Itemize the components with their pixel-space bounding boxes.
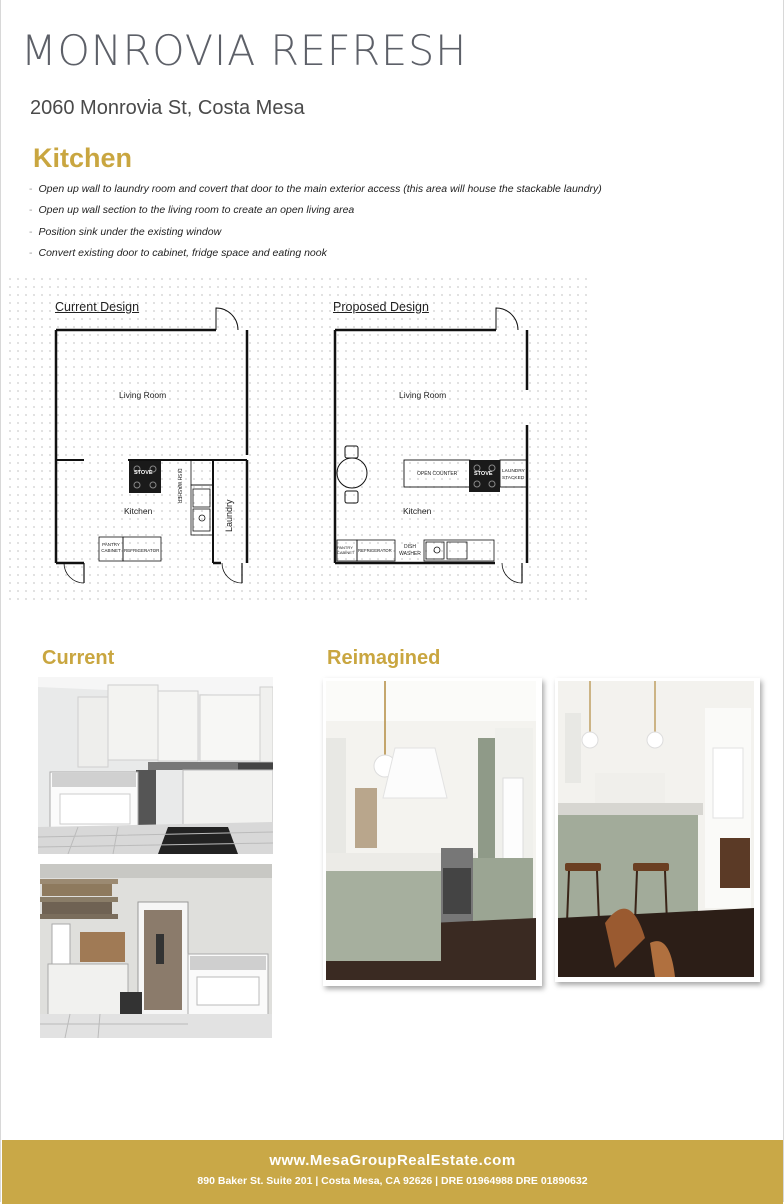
kitchen-bullet-list (29, 182, 602, 267)
bullet-text: Open up wall section to the living room to create an open living area (38, 204, 355, 217)
property-address: 2060 Monrovia St, Costa Mesa (30, 97, 305, 119)
list-item (29, 203, 602, 224)
proposed-open-counter-label: OPEN COUNTER (417, 471, 458, 477)
current-dishwasher-label: DISH WASHER (176, 468, 182, 504)
list-item (29, 246, 602, 267)
current-pantry-label: PANTRY CABINET (101, 542, 121, 553)
footer-address: 890 Baker St. Suite 201 | Costa Mesa, CA 92626 | DRE 01964988 DRE 01890632 (197, 1175, 588, 1187)
bullet-dash: - (29, 225, 33, 238)
current-floorplan (56, 308, 247, 583)
bullet-dash: - (29, 246, 33, 259)
proposed-pantry-label: PANTRY CABINET (337, 545, 355, 555)
floorplan-panel (6, 275, 592, 605)
bullet-text: Open up wall to laundry room and covert that door to the main exterior access (this area will house the stackable laundry) (38, 183, 602, 195)
bullet-dash: - (29, 204, 33, 217)
bullet-dash: - (29, 183, 33, 195)
current-refrigerator-label: REFRIGERATOR (124, 548, 160, 553)
current-kitchen-photo-1 (38, 677, 273, 854)
proposed-floorplan (335, 308, 527, 583)
kitchen-heading: Kitchen (33, 143, 133, 173)
page-title: MONROVIA REFRESH (21, 26, 468, 75)
bullet-text: Position sink under the existing window (38, 225, 222, 238)
reimagined-kitchen-photo-2 (555, 678, 760, 982)
current-photos-heading: Current (42, 647, 115, 669)
current-laundry-label: Laundry (224, 499, 234, 532)
current-living-room-label: Living Room (119, 390, 167, 400)
current-kitchen-label: Kitchen (124, 506, 153, 516)
current-stove (129, 461, 161, 493)
current-stove-label: STOVE (134, 470, 153, 476)
proposed-kitchen-label: Kitchen (403, 506, 432, 516)
proposed-dishwasher-label: DISH WASHER (399, 544, 421, 557)
footer-banner (2, 1140, 783, 1204)
list-item (29, 225, 602, 246)
list-item (29, 182, 602, 203)
proposed-living-room-label: Living Room (399, 390, 447, 400)
proposed-laundry-label: LAUNDRY STACKED (502, 469, 525, 481)
reimagined-kitchen-photo-1 (323, 678, 542, 986)
footer-website-link[interactable]: www.MesaGroupRealEstate.com (269, 1152, 516, 1169)
proposed-refrigerator-label: REFRIGERATOR (358, 548, 392, 553)
current-design-label: Current Design (55, 300, 140, 314)
current-kitchen-photo-2 (40, 864, 272, 1038)
floorplan-drawings (6, 275, 592, 605)
proposed-stove-label: STOVE (474, 471, 493, 477)
reimagined-photos-heading: Reimagined (327, 647, 441, 669)
bullet-text: Convert existing door to cabinet, fridge space and eating nook (38, 246, 327, 259)
proposed-design-label: Proposed Design (333, 300, 429, 314)
